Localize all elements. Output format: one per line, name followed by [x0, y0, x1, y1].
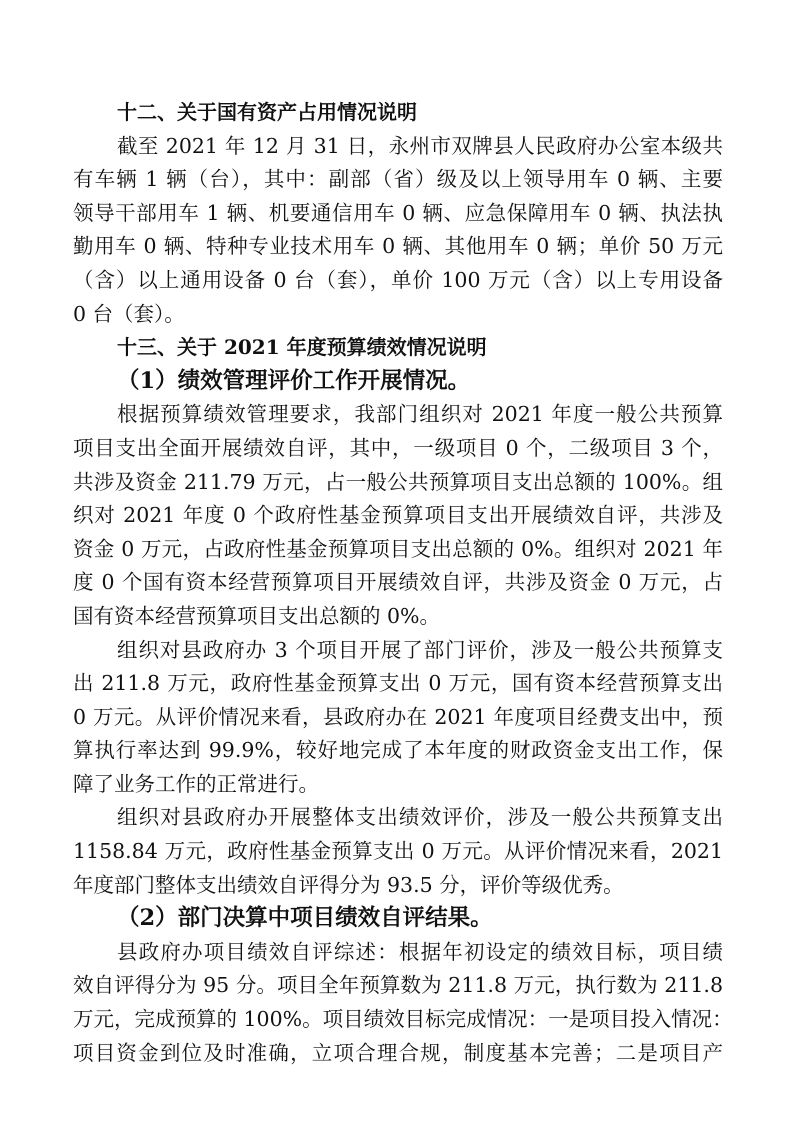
- section-heading-performance: 十三、关于 2021 年度预算绩效情况说明: [117, 335, 487, 360]
- paragraph-line: （含）以上通用设备 0 台（套），单价 100 万元（含）以上专用设备: [73, 267, 723, 292]
- paragraph-line: 万元，完成预算的 100%。项目绩效目标完成情况：一是项目投入情况：: [73, 1007, 733, 1032]
- paragraph-line: 勤用车 0 辆、特种专业技术用车 0 辆、其他用车 0 辆；单价 50 万元: [73, 234, 723, 259]
- paragraph-line: 截至 2021 年 12 月 31 日，永州市双牌县人民政府办公室本级共: [117, 133, 723, 158]
- paragraph-line: 项目支出全面开展绩效自评，其中，一级项目 0 个，二级项目 3 个，: [73, 435, 723, 460]
- paragraph-line: 障了业务工作的正常进行。: [73, 771, 319, 796]
- paragraph-line: 领导干部用车 1 辆、机要通信用车 0 辆、应急保障用车 0 辆、执法执: [73, 200, 723, 225]
- paragraph-line: 组织对县政府办 3 个项目开展了部门评价，涉及一般公共预算支: [117, 637, 723, 662]
- paragraph-line: 效自评得分为 95 分。项目全年预算数为 211.8 万元，执行数为 211.8: [73, 973, 723, 998]
- paragraph-project-summary: [73, 936, 733, 1070]
- paragraph-line: 织对 2021 年度 0 个政府性基金预算项目支出开展绩效自评，共涉及: [73, 503, 723, 528]
- paragraph-line: 0 万元。从评价情况来看，县政府办在 2021 年度项目经费支出中，预: [73, 704, 723, 729]
- paragraph-line: 年度部门整体支出绩效自评得分为 93.5 分，评价等级优秀。: [73, 872, 624, 897]
- section-heading-assets: 十二、关于国有资产占用情况说明: [117, 100, 417, 124]
- paragraph-line: 1158.84 万元，政府性基金预算支出 0 万元。从评价情况来看，2021: [73, 839, 723, 864]
- paragraph-line: 根据预算绩效管理要求，我部门组织对 2021 年度一般公共预算: [117, 402, 723, 427]
- paragraph-line: 出 211.8 万元，政府性基金预算支出 0 万元，国有资本经营预算支出: [73, 671, 723, 696]
- paragraph-line: 0 台（套）。: [73, 301, 185, 326]
- document-body: [73, 96, 733, 1070]
- paragraph-line: 组织对县政府办开展整体支出绩效评价，涉及一般公共预算支出: [117, 805, 723, 830]
- paragraph-department-evaluation: [73, 634, 723, 802]
- subheading-evaluation-work: （1）绩效管理评价工作开展情况。: [117, 367, 471, 394]
- paragraph-overall-evaluation: [73, 801, 723, 902]
- paragraph-line: 有车辆 1 辆（台），其中：副部（省）级及以上领导用车 0 辆、主要: [73, 167, 723, 192]
- paragraph-line: 项目资金到位及时准确，立项合理合规，制度基本完善；二是项目产: [73, 1040, 723, 1065]
- paragraph-line: 县政府办项目绩效自评综述：根据年初设定的绩效目标，项目绩: [117, 939, 723, 964]
- subheading-project-results: （2）部门决算中项目绩效自评结果。: [117, 905, 493, 932]
- paragraph-line: 国有资本经营预算项目支出总额的 0%。: [73, 603, 441, 628]
- paragraph-line: 共涉及资金 211.79 万元，占一般公共预算项目支出总额的 100%。组: [73, 469, 723, 494]
- paragraph-line: 算执行率达到 99.9%，较好地完成了本年度的财政资金支出工作，保: [73, 738, 723, 763]
- paragraph-line: 资金 0 万元，占政府性基金预算项目支出总额的 0%。组织对 2021 年: [73, 536, 723, 561]
- paragraph-self-evaluation: [73, 398, 723, 633]
- paragraph-assets: [73, 130, 723, 332]
- paragraph-line: 度 0 个国有资本经营预算项目开展绩效自评，共涉及资金 0 万元，占: [73, 570, 723, 595]
